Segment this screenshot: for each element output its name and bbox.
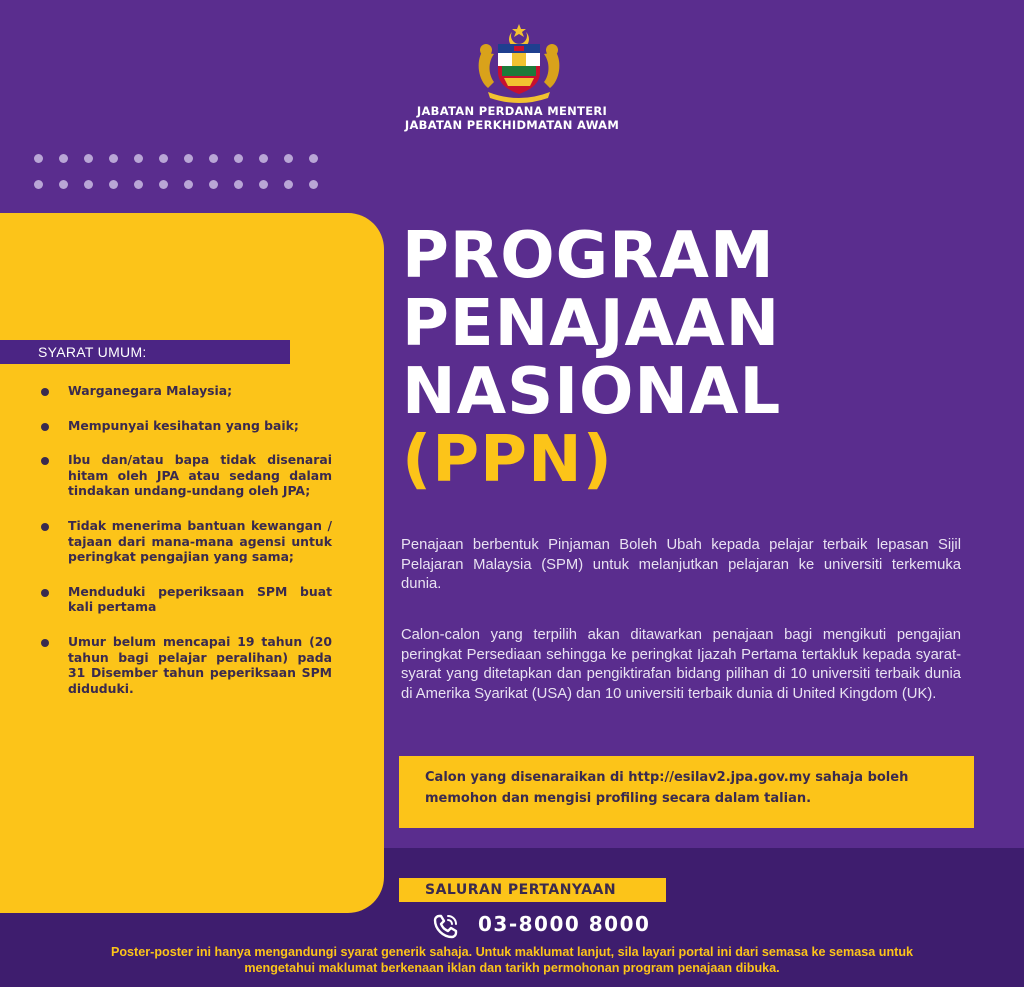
dot <box>309 154 318 163</box>
dot <box>234 154 243 163</box>
dot <box>109 180 118 189</box>
title-acronym: (PPN) <box>402 423 613 497</box>
dot <box>259 154 268 163</box>
notice-text: Calon yang disenaraikan di http://esilav2.jpa.gov.my sahaja boleh memohon dan mengisi profiling secara dalam talian. <box>425 770 909 806</box>
dot <box>234 180 243 189</box>
requirements-heading: SYARAT UMUM: <box>38 344 147 360</box>
title-line-1: PROGRAM <box>402 219 775 293</box>
agency-line-1: JABATAN PERDANA MENTERI <box>416 104 608 118</box>
bullet-icon <box>41 639 49 647</box>
dot <box>134 154 143 163</box>
dot <box>59 154 68 163</box>
dot <box>184 180 193 189</box>
list-item <box>40 418 332 434</box>
dot <box>84 180 93 189</box>
dot <box>209 180 218 189</box>
dot <box>34 180 43 189</box>
list-item <box>40 518 332 565</box>
disclaimer-line-1: Poster-poster ini hanya mengandungi syarat generik sahaja. Untuk maklumat lanjut, sila layari portal ini dari semasa ke semasa untuk <box>110 945 914 959</box>
phone-icon <box>432 912 460 940</box>
disclaimer <box>0 944 1024 976</box>
title-line-3: NASIONAL <box>402 355 782 429</box>
bullet-icon <box>41 457 49 465</box>
dot <box>109 154 118 163</box>
agency-line-2: JABATAN PERKHIDMATAN AWAM <box>404 118 620 132</box>
contact-heading: SALURAN PERTANYAAN <box>425 882 617 898</box>
dot <box>284 180 293 189</box>
requirement-text: Warganegara Malaysia; <box>68 383 233 398</box>
requirements-heading-bar <box>0 340 290 364</box>
requirement-text: Mempunyai kesihatan yang baik; <box>68 417 299 433</box>
dot <box>159 180 168 189</box>
bullet-icon <box>41 423 49 431</box>
list-item <box>40 452 332 499</box>
requirement-text: Ibu dan/atau bapa tidak disenarai hitam oleh JPA atau sedang dalam tindakan undang-undang oleh JPA; <box>68 452 332 499</box>
coat-of-arms-icon <box>474 22 564 104</box>
bullet-icon <box>41 523 49 531</box>
requirement-text: Tidak menerima bantuan kewangan / tajaan dari mana-mana agensi untuk peringkat pengajian yang sama; <box>68 517 332 565</box>
dot <box>284 154 293 163</box>
dot <box>184 154 193 163</box>
requirement-text: Umur belum mencapai 19 tahun (20 tahun bagi pelajar peralihan) pada 31 Disember tahun peperiksaan SPM diduduki. <box>68 633 332 696</box>
dot <box>159 154 168 163</box>
list-item <box>40 634 332 696</box>
dot <box>34 154 43 163</box>
list-item <box>40 584 332 615</box>
description-paragraph-2: Calon-calon yang terpilih akan ditawarkan penajaan bagi mengikuti pengajian peringkat Persediaan sehingga ke peringkat Ijazah Pertama tertakluk kepada syarat-syarat yang ditetapkan dan pengiktirafan bidang pilihan di 10 universiti terbaik dunia di Amerika Syarikat (USA) dan 10 universiti terbaik dunia di United Kingdom (UK). <box>401 627 961 702</box>
contact-heading-bar <box>399 878 666 902</box>
description-paragraph-1: Penajaan berbentuk Pinjaman Boleh Ubah kepada pelajar terbaik lepasan Sijil Pelajaran Malaysia (SPM) untuk melanjutkan pelajaran ke universiti terkemuka dunia. <box>401 537 961 592</box>
dot <box>134 180 143 189</box>
dot <box>309 180 318 189</box>
dot <box>59 180 68 189</box>
phone-number: 03-8000 8000 <box>478 912 651 936</box>
dot <box>84 154 93 163</box>
requirement-text: Menduduki peperiksaan SPM buat kali pertama <box>68 583 332 615</box>
notice-box <box>399 756 974 828</box>
requirements-list <box>40 383 332 715</box>
dot <box>209 154 218 163</box>
disclaimer-line-2: mengetahui maklumat berkenaan iklan dan tarikh permohonan program penajaan dibuka. <box>244 961 780 975</box>
title-line-2: PENAJAAN <box>402 287 781 361</box>
dot <box>259 180 268 189</box>
bullet-icon <box>41 388 49 396</box>
program-title <box>402 219 1002 497</box>
dot-pattern <box>34 154 334 194</box>
list-item <box>40 383 332 399</box>
bullet-icon <box>41 589 49 597</box>
